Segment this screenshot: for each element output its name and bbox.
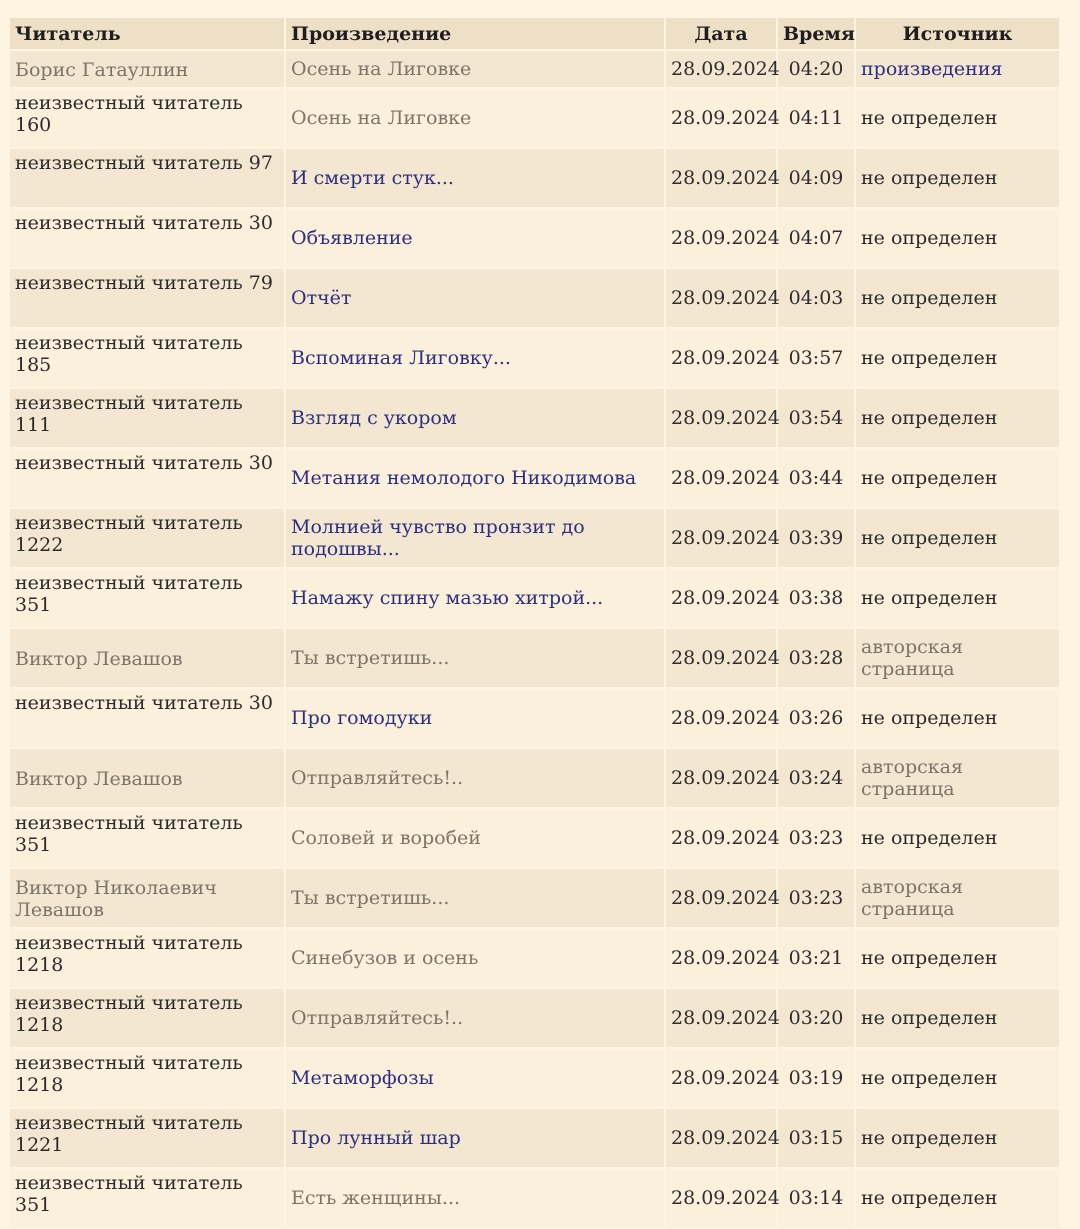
date-cell: 28.09.2024 <box>666 629 776 687</box>
table-row <box>10 869 1059 927</box>
date-cell: 28.09.2024 <box>666 329 776 387</box>
work-cell <box>286 389 664 447</box>
work-cell <box>286 749 664 807</box>
work-cell <box>286 689 664 747</box>
date-cell: 28.09.2024 <box>666 449 776 507</box>
date-cell: 28.09.2024 <box>666 929 776 987</box>
table-row <box>10 809 1059 867</box>
reader-cell: неизвестный читатель 30 <box>10 209 284 267</box>
time-cell: 03:23 <box>778 809 854 867</box>
work-link[interactable]: Отправляйтесь!.. <box>291 767 464 789</box>
source-cell: не определен <box>856 209 1059 267</box>
work-cell <box>286 509 664 567</box>
source-cell <box>856 51 1059 87</box>
table-row <box>10 569 1059 627</box>
work-link[interactable]: Есть женщины... <box>291 1187 461 1209</box>
date-cell: 28.09.2024 <box>666 809 776 867</box>
source-cell: не определен <box>856 929 1059 987</box>
reader-cell: Виктор Левашов <box>10 749 284 807</box>
work-cell <box>286 1169 664 1227</box>
work-cell <box>286 1109 664 1167</box>
time-cell: 03:26 <box>778 689 854 747</box>
table-row <box>10 269 1059 327</box>
source-cell: авторская страница <box>856 629 1059 687</box>
table-row <box>10 51 1059 87</box>
time-cell: 03:19 <box>778 1049 854 1107</box>
reader-cell: неизвестный читатель 97 <box>10 149 284 207</box>
reader-cell: неизвестный читатель 185 <box>10 329 284 387</box>
time-cell: 03:28 <box>778 629 854 687</box>
reader-cell: неизвестный читатель 351 <box>10 809 284 867</box>
work-cell <box>286 809 664 867</box>
work-link[interactable]: Осень на Лиговке <box>291 107 472 129</box>
date-cell: 28.09.2024 <box>666 389 776 447</box>
work-link[interactable]: И смерти стук... <box>291 167 454 189</box>
date-cell: 28.09.2024 <box>666 749 776 807</box>
work-link[interactable]: Отчёт <box>291 287 352 309</box>
time-cell: 03:20 <box>778 989 854 1047</box>
source-cell: не определен <box>856 269 1059 327</box>
source-cell: не определен <box>856 149 1059 207</box>
time-cell: 03:23 <box>778 869 854 927</box>
date-cell: 28.09.2024 <box>666 1049 776 1107</box>
work-cell <box>286 869 664 927</box>
reader-cell: неизвестный читатель 1218 <box>10 989 284 1047</box>
time-cell: 03:44 <box>778 449 854 507</box>
work-cell <box>286 51 664 87</box>
time-cell: 03:21 <box>778 929 854 987</box>
time-cell: 03:57 <box>778 329 854 387</box>
work-link[interactable]: Ты встретишь... <box>291 887 450 909</box>
source-cell: не определен <box>856 509 1059 567</box>
reader-cell: неизвестный читатель 79 <box>10 269 284 327</box>
work-link[interactable]: Синебузов и осень <box>291 947 479 969</box>
source-cell: авторская страница <box>856 749 1059 807</box>
work-link[interactable]: Вспоминая Лиговку... <box>291 347 511 369</box>
work-cell <box>286 449 664 507</box>
source-cell: не определен <box>856 569 1059 627</box>
table-row <box>10 1109 1059 1167</box>
work-link[interactable]: Отправляйтесь!.. <box>291 1007 464 1029</box>
reader-cell: неизвестный читатель 160 <box>10 89 284 147</box>
source-cell: не определен <box>856 389 1059 447</box>
source-cell: не определен <box>856 809 1059 867</box>
reader-column-header: Читатель <box>10 18 284 49</box>
work-link[interactable]: Осень на Лиговке <box>291 58 472 80</box>
time-cell: 04:07 <box>778 209 854 267</box>
table-row <box>10 749 1059 807</box>
source-link[interactable]: произведения <box>861 58 1003 80</box>
work-cell <box>286 89 664 147</box>
table-row <box>10 89 1059 147</box>
source-cell: не определен <box>856 329 1059 387</box>
reader-cell: неизвестный читатель 351 <box>10 1169 284 1227</box>
reader-cell: Виктор Николаевич Левашов <box>10 869 284 927</box>
work-cell <box>286 929 664 987</box>
work-cell <box>286 149 664 207</box>
time-cell: 03:15 <box>778 1109 854 1167</box>
date-cell: 28.09.2024 <box>666 269 776 327</box>
header-row <box>10 18 1059 49</box>
work-link[interactable]: Взгляд с укором <box>291 407 457 429</box>
work-column-header: Произведение <box>286 18 664 49</box>
date-cell: 28.09.2024 <box>666 209 776 267</box>
work-cell <box>286 629 664 687</box>
work-link[interactable]: Намажу спину мазью хитрой... <box>291 587 604 609</box>
source-cell: не определен <box>856 1169 1059 1227</box>
time-cell: 03:38 <box>778 569 854 627</box>
work-cell <box>286 209 664 267</box>
work-link[interactable]: Объявление <box>291 227 413 249</box>
table-row <box>10 929 1059 987</box>
table-row <box>10 629 1059 687</box>
reader-cell: неизвестный читатель 30 <box>10 689 284 747</box>
time-cell: 03:24 <box>778 749 854 807</box>
reader-cell: неизвестный читатель 111 <box>10 389 284 447</box>
time-cell: 04:09 <box>778 149 854 207</box>
work-link[interactable]: Метаморфозы <box>291 1067 434 1089</box>
date-cell: 28.09.2024 <box>666 569 776 627</box>
date-cell: 28.09.2024 <box>666 989 776 1047</box>
source-cell: не определен <box>856 449 1059 507</box>
work-link[interactable]: Про лунный шар <box>291 1127 461 1149</box>
work-link[interactable]: Про гомодуки <box>291 707 433 729</box>
source-cell: авторская страница <box>856 869 1059 927</box>
date-cell: 28.09.2024 <box>666 51 776 87</box>
reader-cell: неизвестный читатель 1218 <box>10 1049 284 1107</box>
reader-cell: Виктор Левашов <box>10 629 284 687</box>
table-body <box>10 51 1059 1227</box>
reader-cell: неизвестный читатель 351 <box>10 569 284 627</box>
readers-table <box>8 16 1061 1229</box>
table-row <box>10 329 1059 387</box>
time-cell: 04:20 <box>778 51 854 87</box>
table-row <box>10 509 1059 567</box>
date-cell: 28.09.2024 <box>666 89 776 147</box>
table-row <box>10 989 1059 1047</box>
work-cell <box>286 989 664 1047</box>
reader-cell: неизвестный читатель 1221 <box>10 1109 284 1167</box>
date-cell: 28.09.2024 <box>666 1169 776 1227</box>
source-cell: не определен <box>856 1109 1059 1167</box>
time-column-header: Время <box>778 18 854 49</box>
date-cell: 28.09.2024 <box>666 689 776 747</box>
reader-cell: Борис Гатауллин <box>10 51 284 87</box>
reader-cell: неизвестный читатель 1222 <box>10 509 284 567</box>
work-cell <box>286 569 664 627</box>
time-cell: 04:03 <box>778 269 854 327</box>
table-row <box>10 1169 1059 1227</box>
date-cell: 28.09.2024 <box>666 869 776 927</box>
work-link[interactable]: Метания немолодого Никодимова <box>291 467 637 489</box>
work-cell <box>286 269 664 327</box>
time-cell: 03:39 <box>778 509 854 567</box>
time-cell: 03:54 <box>778 389 854 447</box>
work-cell <box>286 1049 664 1107</box>
table-row <box>10 449 1059 507</box>
work-link[interactable]: Соловей и воробей <box>291 827 481 849</box>
source-cell: не определен <box>856 89 1059 147</box>
work-cell <box>286 329 664 387</box>
reader-cell: неизвестный читатель 1218 <box>10 929 284 987</box>
source-cell: не определен <box>856 989 1059 1047</box>
source-cell: не определен <box>856 689 1059 747</box>
table-row <box>10 389 1059 447</box>
reader-cell: неизвестный читатель 30 <box>10 449 284 507</box>
time-cell: 03:14 <box>778 1169 854 1227</box>
date-cell: 28.09.2024 <box>666 1109 776 1167</box>
date-column-header: Дата <box>666 18 776 49</box>
date-cell: 28.09.2024 <box>666 149 776 207</box>
date-cell: 28.09.2024 <box>666 509 776 567</box>
source-column-header: Источник <box>856 18 1059 49</box>
source-cell: не определен <box>856 1049 1059 1107</box>
table-row <box>10 1049 1059 1107</box>
table-row <box>10 689 1059 747</box>
work-link[interactable]: Молнией чувство пронзит до подошвы... <box>291 516 585 560</box>
time-cell: 04:11 <box>778 89 854 147</box>
work-link[interactable]: Ты встретишь... <box>291 647 450 669</box>
table-row <box>10 209 1059 267</box>
table-row <box>10 149 1059 207</box>
